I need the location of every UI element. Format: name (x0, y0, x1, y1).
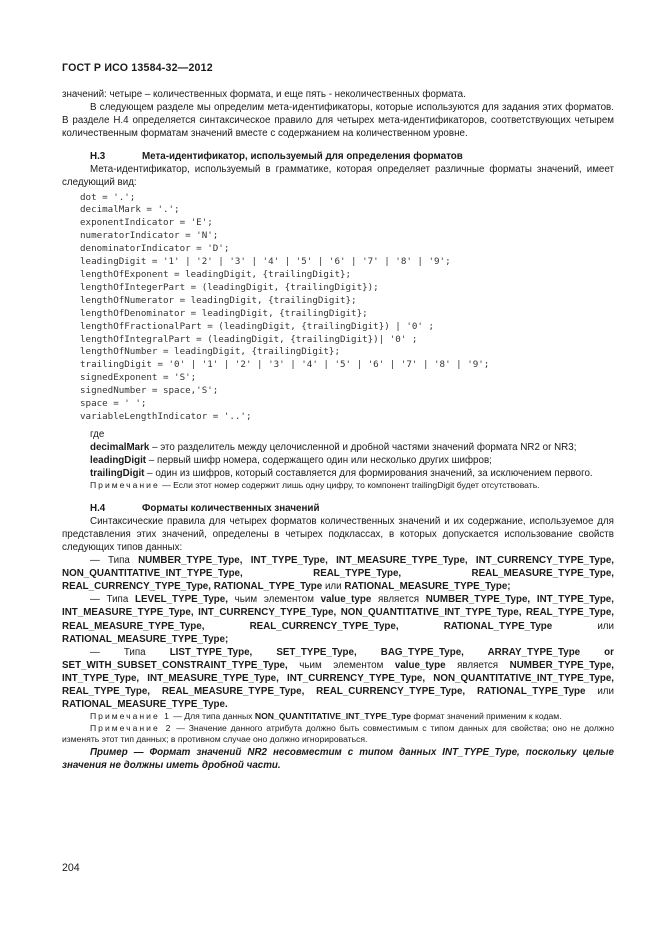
intro-line: значений: четыре – количественных формата, и еще пять - неколичественных формата. (62, 89, 466, 100)
item2-types: NUMBER_TYPE_Type, INT_TYPE_Type, INT_MEASURE_TYPE_Type, INT_CURRENCY_TYPE_Type, NON_QUANTITATIVE_INT_TYPE_Type, REAL_TYPE_Type, REAL_MEASURE_TYPE_Type, REAL_CURRENCY_TYPE_Type, RATIONAL_TYPE_Type (62, 594, 614, 632)
decimalmark-term: decimalMark (90, 441, 150, 453)
trailingdigit-definition (62, 467, 614, 480)
note1-text-b: формат значений применим к кодам. (411, 711, 562, 722)
leadingdigit-term: leadingDigit (90, 455, 147, 467)
item3-last: RATIONAL_MEASURE_TYPE_Type. (62, 699, 228, 711)
grammar-line: denominatorIndicator = 'D'; (80, 243, 230, 255)
grammar-line: trailingDigit = '0' | '1' | '2' | '3' | '4' | '5' | '6' | '7' | '8' | '9'; (80, 359, 490, 371)
section-h3-heading (62, 150, 614, 163)
grammar-line: lengthOfNumber = leadingDigit, {trailingDigit}; (80, 346, 340, 358)
grammar-line: lengthOfDenominator = leadingDigit, {trailingDigit}; (80, 307, 368, 319)
where-label: где (90, 428, 105, 440)
grammar-line: lengthOfExponent = leadingDigit, {trailingDigit}; (80, 269, 352, 280)
grammar-line: leadingDigit = '1' | '2' | '3' | '4' | '5' | '6' | '7' | '8' | '9'; (80, 256, 451, 268)
example-note: Пример — Формат значений NR2 несовместим с типом данных INT_TYPE_Type, поскольку целые значения не должны иметь дробной части. (62, 746, 614, 771)
item1-prefix: — Типа (90, 555, 139, 567)
item3-types2: NUMBER_TYPE_Type, INT_TYPE_Type, INT_MEASURE_TYPE_Type, INT_CURRENCY_TYPE_Type, NON_QUANTITATIVE_INT_TYPE_Type, REAL_TYPE_Type, REAL_MEASURE_TYPE_Type, REAL_CURRENCY_TYPE_Type, RATIONAL_TYPE_Type (62, 659, 614, 697)
grammar-line: signedNumber = space,'S'; (80, 385, 219, 397)
item1-or: или (322, 581, 345, 593)
note1-text-a: — Для типа данных (170, 711, 255, 722)
note2-text: — Значение данного атрибута должно быть совместимым с типом данных для свойства; оно не должно изменять этот тип данных; в противном случае оно должно игнорироваться. (62, 722, 614, 745)
decimalmark-def: – это разделитель между целочисленной и дробной частями значений формата NR2 or NR3; (149, 441, 577, 453)
item2-last: RATIONAL_MEASURE_TYPE_Type; (62, 633, 229, 645)
item3-mid: чьим элементом (287, 659, 395, 671)
item3-is: является (445, 659, 510, 671)
grammar-line: exponentIndicator = 'E'; (80, 217, 213, 229)
grammar-line: space = ' '; (80, 398, 147, 410)
note2-label: Примечание 2 (90, 722, 173, 733)
decimalmark-definition (62, 441, 614, 454)
note1-label: Примечание 1 (90, 711, 171, 722)
section-h3-number: Н.3 (90, 151, 106, 163)
type-list-item-1 (62, 554, 614, 593)
grammar-line: lengthOfFractionalPart = (leadingDigit, {trailingDigit}) | '0' ; (80, 320, 435, 332)
trailingdigit-def: – один из шифров, который составляется для формирования значений, за исключением первого. (144, 468, 593, 480)
item2-value-type: value_type (320, 594, 372, 606)
item2-mid: чьим элементом (227, 594, 321, 606)
note-trailingdigit (62, 480, 614, 492)
item1-types: NUMBER_TYPE_Type, INT_TYPE_Type, INT_MEASURE_TYPE_Type, INT_CURRENCY_TYPE_Type, NON_QUANTITATIVE_INT_TYPE_Type, REAL_TYPE_Type, REAL_MEASURE_TYPE_Type, REAL_CURRENCY_TYPE_Type, RATIONAL_TYPE_Type (62, 555, 614, 593)
note-text: — Если этот номер содержит лишь одну цифру, то компонент trailingDigit будет отсутствовать. (159, 480, 540, 491)
item2-or: или (552, 620, 614, 632)
leadingdigit-def: – первый шифр номера, содержащего один или несколько других шифров; (146, 455, 492, 467)
item1-last: RATIONAL_MEASURE_TYPE_Type; (344, 581, 511, 593)
leadingdigit-definition (62, 454, 614, 467)
grammar-block (80, 192, 614, 424)
page-number: 204 (62, 862, 80, 874)
type-list-item-2 (62, 593, 614, 645)
note-2 (62, 723, 614, 746)
document-page (62, 62, 614, 772)
item3-value-type: value_type (394, 659, 446, 671)
note1-type: NON_QUANTITATIVE_INT_TYPE_Type (254, 711, 412, 722)
item3-types: LIST_TYPE_Type, SET_TYPE_Type, BAG_TYPE_Type, ARRAY_TYPE_Type or SET_WITH_SUBSET_CONSTRAINT_TYPE_Type, (62, 646, 614, 671)
grammar-line: decimalMark = '.'; (80, 204, 180, 216)
section-h4-heading (62, 502, 614, 515)
grammar-line: dot = '.'; (80, 191, 136, 203)
item3-or: или (585, 685, 614, 697)
grammar-line: lengthOfNumerator = leadingDigit, {trailingDigit}; (80, 294, 357, 306)
item3-prefix: — Типа (90, 646, 170, 658)
grammar-line: signedExponent = 'S'; (80, 372, 197, 384)
section-h3-title: Мета-идентификатор, используемый для определения форматов (142, 151, 463, 163)
note-1 (62, 711, 614, 723)
trailingdigit-term: trailingDigit (90, 468, 145, 480)
grammar-line: numeratorIndicator = 'N'; (80, 230, 219, 242)
grammar-line: lengthOfIntegerPart = (leadingDigit, {trailingDigit}); (80, 281, 379, 293)
intro-paragraph: В следующем разделе мы определим мета-идентификаторы, которые используются для задания этих форматов. В разделе Н.4 определяется синтаксическое правило для четырех мета-идентификаторов, соответствующих четырем количественным форматам значений вместе с содержанием на количественном уровне. (62, 102, 614, 140)
type-list-item-3 (62, 646, 614, 711)
item2-is: является (371, 594, 426, 606)
note-label: Примечание (90, 480, 160, 491)
item2-prefix: — Типа (90, 594, 136, 606)
grammar-line: variableLengthIndicator = '..'; (80, 410, 252, 422)
standard-header: ГОСТ Р ИСО 13584-32—2012 (62, 62, 213, 74)
grammar-line: lengthOfIntegralPart = (leadingDigit, {trailingDigit})| '0' ; (80, 333, 418, 345)
section-h3-text: Мета-идентификатор, используемый в грамматике, которая определяет различные форматы значений, имеет следующий вид: (62, 164, 614, 189)
section-h4-text: Синтаксические правила для четырех форматов количественных значений и их содержание, используемое для представления этих значений, определены в четырех подклассах, в которых допускается использование свойств следующих типов данных: (62, 515, 614, 553)
section-h4-number: Н.4 (90, 502, 106, 514)
item2-type: LEVEL_TYPE_Type, (135, 594, 228, 606)
section-h4-title: Форматы количественных значений (142, 502, 320, 514)
